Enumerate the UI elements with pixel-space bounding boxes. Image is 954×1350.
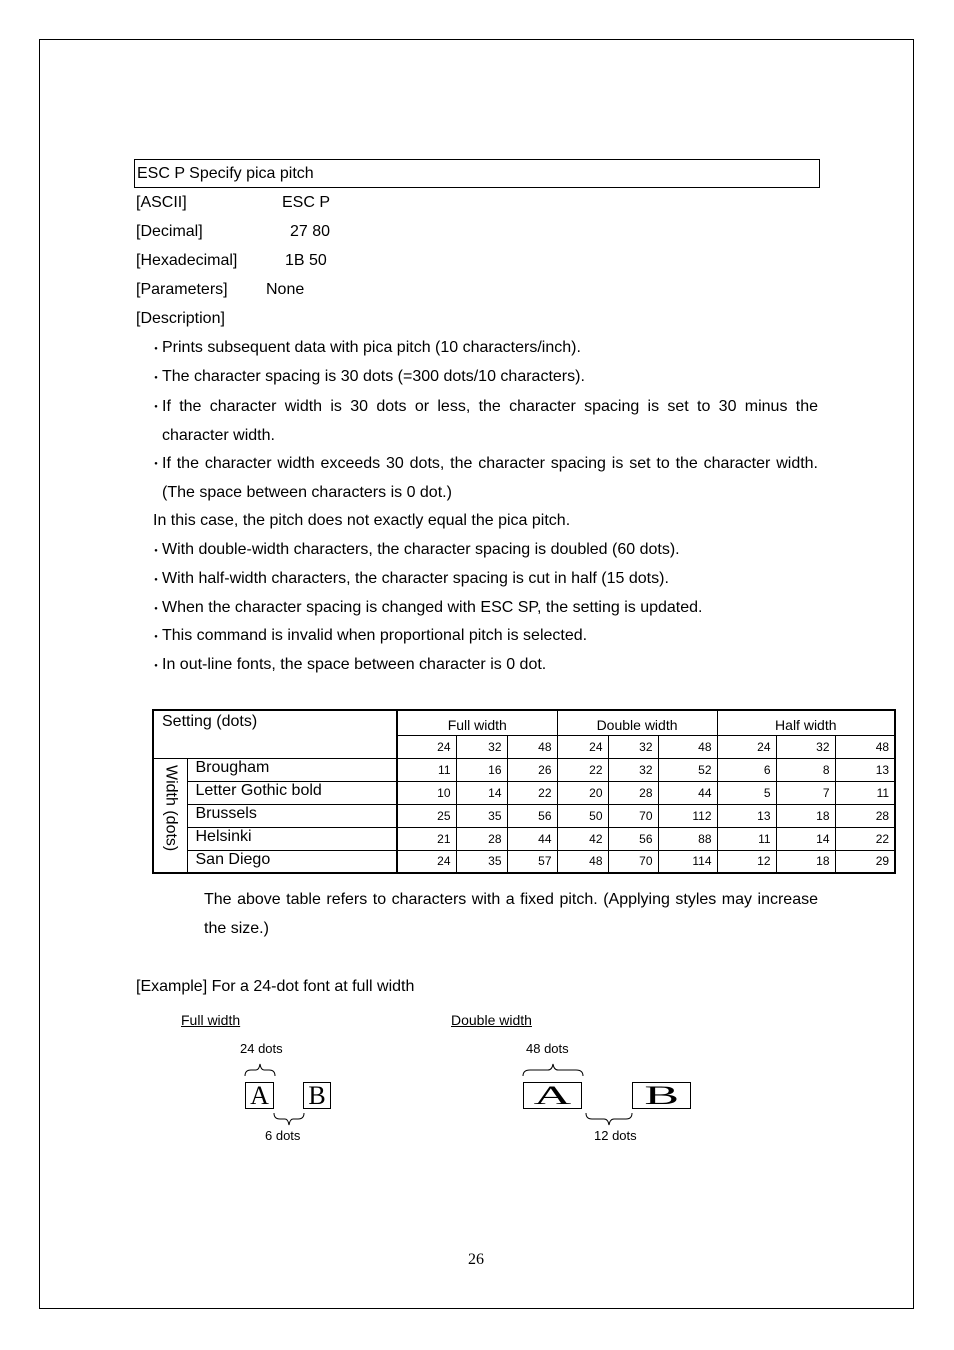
field-params-value: None bbox=[266, 281, 305, 298]
size-header: 48 bbox=[658, 735, 717, 758]
table-cell: 88 bbox=[658, 827, 717, 850]
bullet-mark: ・ bbox=[149, 341, 163, 357]
field-decimal-value: 27 80 bbox=[290, 223, 331, 240]
setting-header: Setting (dots) bbox=[153, 710, 397, 758]
table-cell: 48 bbox=[557, 850, 608, 873]
field-ascii-value: ESC P bbox=[282, 194, 331, 211]
table-cell: 42 bbox=[557, 827, 608, 850]
table-cell: 5 bbox=[717, 781, 776, 804]
double-width-label: Double width bbox=[451, 1012, 532, 1028]
table-cell: 20 bbox=[557, 781, 608, 804]
table-cell: 22 bbox=[507, 781, 557, 804]
table-cell: 28 bbox=[456, 827, 507, 850]
bullet-6: With half-width characters, the character spacing is cut in half (15 dots). bbox=[162, 570, 669, 587]
page-number: 26 bbox=[468, 1251, 484, 1268]
field-ascii-label: [ASCII] bbox=[136, 194, 187, 211]
table-cell: 70 bbox=[608, 804, 658, 827]
bullet-7: When the character spacing is changed with ESC SP, the setting is updated. bbox=[162, 599, 703, 616]
size-header: 48 bbox=[507, 735, 557, 758]
size-header: 32 bbox=[776, 735, 835, 758]
brace-icon bbox=[272, 1111, 306, 1127]
group-header-full: Full width bbox=[397, 710, 557, 735]
brace-icon bbox=[584, 1111, 634, 1127]
table-cell: 11 bbox=[397, 758, 456, 781]
table-cell: 22 bbox=[557, 758, 608, 781]
bullet-4: If the character width exceeds 30 dots, the character spacing is set to the character width. (The space between characters is 0 dot.) bbox=[162, 455, 818, 501]
table-cell: 29 bbox=[835, 850, 895, 873]
char-a-wide-box bbox=[523, 1082, 582, 1109]
table-cell: 11 bbox=[835, 781, 895, 804]
table-cell: 16 bbox=[456, 758, 507, 781]
full-width-label: Full width bbox=[181, 1012, 241, 1028]
bullet-mark: ・ bbox=[149, 399, 163, 415]
size-header: 32 bbox=[608, 735, 658, 758]
bullet-3: If the character width is 30 dots or less, the character spacing is set to 30 minus the character width. bbox=[162, 398, 818, 444]
table-cell: 14 bbox=[456, 781, 507, 804]
table-cell: 32 bbox=[608, 758, 658, 781]
font-name: San Diego bbox=[187, 850, 397, 873]
font-name: Helsinki bbox=[187, 827, 397, 850]
group-header-half: Half width bbox=[717, 710, 895, 735]
bullet-2: The character spacing is 30 dots (=300 dots/10 characters). bbox=[162, 368, 585, 385]
bullet-1: Prints subsequent data with pica pitch (10 characters/inch). bbox=[162, 339, 581, 356]
bullet-5: With double-width characters, the character spacing is doubled (60 dots). bbox=[162, 541, 680, 558]
table-cell: 24 bbox=[397, 850, 456, 873]
size-header: 24 bbox=[557, 735, 608, 758]
table-cell: 112 bbox=[658, 804, 717, 827]
bullet-mark: ・ bbox=[149, 572, 163, 588]
side-label: Width (dots) bbox=[162, 764, 180, 851]
table-cell: 35 bbox=[456, 850, 507, 873]
char-b-wide: B bbox=[644, 1081, 679, 1110]
table-cell: 13 bbox=[717, 804, 776, 827]
field-decimal-label: [Decimal] bbox=[136, 223, 203, 240]
table-cell: 7 bbox=[776, 781, 835, 804]
example-heading: [Example] For a 24-dot font at full width bbox=[136, 978, 415, 995]
table-row bbox=[153, 781, 895, 804]
table-cell: 70 bbox=[608, 850, 658, 873]
bullet-mark: ・ bbox=[149, 601, 163, 617]
table-cell: 44 bbox=[658, 781, 717, 804]
table-cell: 18 bbox=[776, 850, 835, 873]
side-header bbox=[153, 758, 187, 873]
bullet-8: This command is invalid when proportional pitch is selected. bbox=[162, 627, 588, 644]
double-top-dots: 48 dots bbox=[526, 1041, 569, 1056]
char-a-wide: A bbox=[533, 1081, 572, 1110]
brace-icon bbox=[521, 1062, 585, 1078]
table-cell: 28 bbox=[835, 804, 895, 827]
brace-icon bbox=[243, 1062, 277, 1078]
table-cell: 25 bbox=[397, 804, 456, 827]
table-cell: 12 bbox=[717, 850, 776, 873]
table-cell: 22 bbox=[835, 827, 895, 850]
table-row bbox=[153, 827, 895, 850]
table-cell: 14 bbox=[776, 827, 835, 850]
table-cell: 44 bbox=[507, 827, 557, 850]
field-hex-value: 1B 50 bbox=[285, 252, 327, 269]
pitch-note: In this case, the pitch does not exactly equal the pica pitch. bbox=[153, 512, 571, 529]
description-label: [Description] bbox=[136, 310, 225, 327]
bullet-mark: ・ bbox=[149, 629, 163, 645]
table-row bbox=[153, 804, 895, 827]
table-cell: 35 bbox=[456, 804, 507, 827]
table-row bbox=[153, 850, 895, 873]
font-name: Brougham bbox=[187, 758, 397, 781]
table-cell: 26 bbox=[507, 758, 557, 781]
table-note: The above table refers to characters with a fixed pitch. (Applying styles may increase the size.) bbox=[204, 891, 818, 937]
double-bottom-dots: 12 dots bbox=[594, 1128, 637, 1143]
table-cell: 52 bbox=[658, 758, 717, 781]
table-cell: 57 bbox=[507, 850, 557, 873]
size-header: 24 bbox=[397, 735, 456, 758]
field-hex-label: [Hexadecimal] bbox=[136, 252, 238, 269]
table-cell: 56 bbox=[507, 804, 557, 827]
char-b-box: B bbox=[303, 1082, 331, 1109]
table-cell: 6 bbox=[717, 758, 776, 781]
bullet-mark: ・ bbox=[149, 370, 163, 386]
table-cell: 18 bbox=[776, 804, 835, 827]
table-row bbox=[153, 758, 895, 781]
group-header-double: Double width bbox=[557, 710, 717, 735]
table-cell: 10 bbox=[397, 781, 456, 804]
bullet-mark: ・ bbox=[149, 658, 163, 674]
table-cell: 21 bbox=[397, 827, 456, 850]
table-cell: 50 bbox=[557, 804, 608, 827]
bullet-mark: ・ bbox=[149, 456, 163, 472]
table-cell: 11 bbox=[717, 827, 776, 850]
command-title: ESC P Specify pica pitch bbox=[134, 159, 820, 188]
size-header: 24 bbox=[717, 735, 776, 758]
char-a-box: A bbox=[245, 1082, 274, 1109]
char-b-wide-box bbox=[632, 1082, 691, 1109]
full-bottom-dots: 6 dots bbox=[265, 1128, 301, 1143]
size-header: 48 bbox=[835, 735, 895, 758]
field-params-label: [Parameters] bbox=[136, 281, 228, 298]
table-cell: 13 bbox=[835, 758, 895, 781]
font-name: Letter Gothic bold bbox=[187, 781, 397, 804]
table-cell: 8 bbox=[776, 758, 835, 781]
bullet-mark: ・ bbox=[149, 543, 163, 559]
font-name: Brussels bbox=[187, 804, 397, 827]
table-cell: 114 bbox=[658, 850, 717, 873]
table-cell: 28 bbox=[608, 781, 658, 804]
full-top-dots: 24 dots bbox=[240, 1041, 283, 1056]
size-header: 32 bbox=[456, 735, 507, 758]
bullet-9: In out-line fonts, the space between character is 0 dot. bbox=[162, 656, 547, 673]
width-table bbox=[152, 709, 896, 874]
table-cell: 56 bbox=[608, 827, 658, 850]
